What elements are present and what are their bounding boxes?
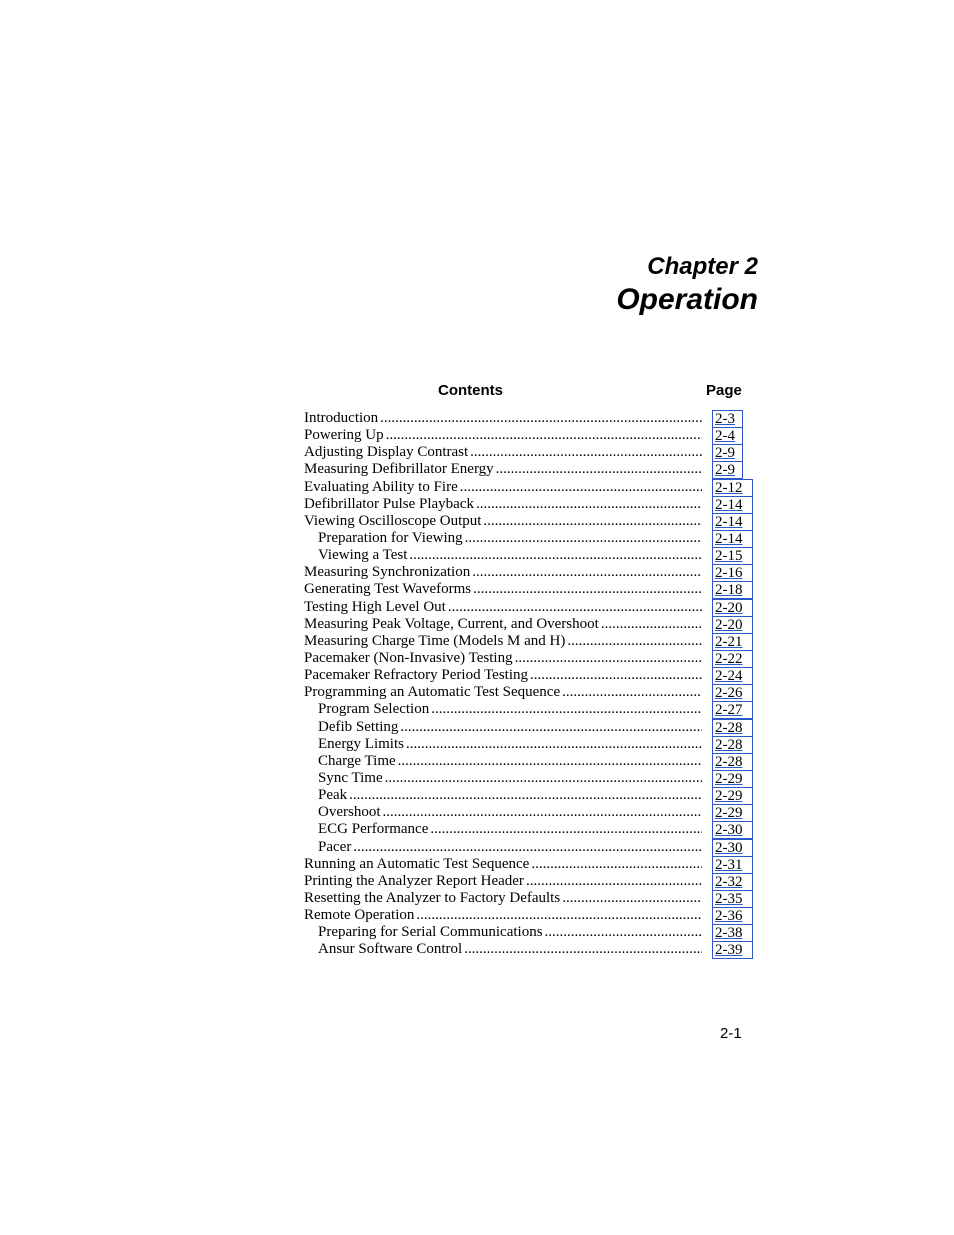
toc-entry [304,873,702,890]
dot-leader [380,410,702,427]
toc-page-link[interactable]: 2-36 [712,907,753,925]
toc-entry [304,599,702,616]
toc-page-link[interactable]: 2-21 [712,633,753,651]
toc-entry-label: Preparation for Viewing [318,529,463,546]
dot-leader [483,513,702,530]
toc-entry [318,753,702,770]
dot-leader [476,496,702,513]
toc-entry-label: Ansur Software Control [318,941,463,958]
toc-entry-label: Generating Test Waveforms [304,581,472,598]
toc-entry [304,616,702,633]
toc-entry [318,770,702,787]
toc-row [304,787,754,804]
toc-entry [304,461,702,478]
toc-entry-label: Sync Time [318,769,383,786]
toc-row [304,496,754,513]
toc-entry-label: Powering Up [304,427,384,444]
toc-entry [318,941,702,958]
toc-entry [304,907,702,924]
dot-leader [409,547,702,564]
toc-entry [318,787,702,804]
toc-entry [318,530,702,547]
footer-page-number: 2-1 [720,1025,742,1042]
dot-leader [562,684,702,701]
dot-leader [473,581,702,598]
toc-row [304,856,754,873]
toc-entry [304,496,702,513]
dot-leader [470,444,702,461]
dot-leader [496,461,702,478]
toc-entry [304,444,702,461]
dot-leader [460,479,702,496]
toc-page-link[interactable]: 2-38 [712,924,753,942]
dot-leader [530,667,702,684]
dot-leader [515,650,702,667]
page-column-header: Page [706,382,742,399]
toc-entry-label: Defibrillator Pulse Playback [304,495,474,512]
toc-page-link[interactable]: 2-39 [712,941,753,959]
toc-entry-label: Measuring Synchronization [304,564,471,581]
toc-entry [304,650,702,667]
toc-entry [318,924,702,941]
dot-leader [353,839,702,856]
chapter-number: Chapter 2 [647,253,758,280]
toc-row [304,907,754,924]
toc-page-link[interactable]: 2-3 [712,410,743,428]
toc-row [304,701,754,718]
dot-leader [448,599,702,616]
dot-leader [531,856,702,873]
toc-entry [304,581,702,598]
toc-page-link[interactable]: 2-29 [712,787,753,805]
dot-leader [400,719,702,736]
toc-row [304,753,754,770]
toc-entry [318,547,702,564]
toc-page-link[interactable]: 2-28 [712,736,753,754]
toc-row [304,873,754,890]
toc-entry-label: Remote Operation [304,907,415,924]
toc-entry [304,427,702,444]
toc-row [304,513,754,530]
toc-entry [318,719,702,736]
toc-page-link[interactable]: 2-14 [712,530,753,548]
toc-row [304,924,754,941]
toc-entry-label: Running an Automatic Test Sequence [304,855,530,872]
toc-entry-label: Adjusting Display Contrast [304,444,469,461]
toc-page-link[interactable]: 2-30 [712,821,753,839]
toc-row [304,667,754,684]
toc-row [304,581,754,598]
toc-entry [304,564,702,581]
dot-leader [526,873,702,890]
dot-leader [398,753,702,770]
toc-entry [318,821,702,838]
dot-leader [465,530,702,547]
dot-leader [562,890,702,907]
toc-page-link[interactable]: 2-14 [712,496,753,514]
toc-page-link[interactable]: 2-18 [712,581,753,599]
contents-header: Contents [438,382,503,399]
toc-entry [304,633,702,650]
toc-entry-label: Viewing a Test [318,547,408,564]
table-of-contents [304,410,754,959]
toc-entry-label: Measuring Peak Voltage, Current, and Overshoot [304,615,599,632]
toc-row [304,616,754,633]
toc-entry-label: Peak [318,787,348,804]
toc-page-link[interactable]: 2-15 [712,547,753,565]
toc-row [304,564,754,581]
toc-row [304,633,754,650]
dot-leader [464,941,702,958]
toc-page-link[interactable]: 2-32 [712,873,753,891]
toc-entry-label: Resetting the Analyzer to Factory Defaults [304,889,561,906]
toc-row [304,461,754,478]
toc-entry-label: Pacemaker (Non-Invasive) Testing [304,649,513,666]
toc-row [304,736,754,753]
dot-leader [430,821,702,838]
toc-entry-label: Viewing Oscilloscope Output [304,512,482,529]
toc-row [304,941,754,958]
toc-page-link[interactable]: 2-14 [712,513,753,531]
toc-page-link[interactable]: 2-9 [712,461,743,479]
toc-page-link[interactable]: 2-20 [712,616,753,634]
toc-row [304,530,754,547]
toc-row [304,821,754,838]
dot-leader [386,427,702,444]
toc-page-link[interactable]: 2-24 [712,667,753,685]
dot-leader [406,736,702,753]
toc-entry-label: Printing the Analyzer Report Header [304,872,524,889]
toc-row [304,719,754,736]
dot-leader [416,907,702,924]
toc-row [304,479,754,496]
toc-entry-label: Preparing for Serial Communications [318,924,543,941]
toc-entry-label: Energy Limits [318,735,404,752]
toc-page-link[interactable]: 2-26 [712,684,753,702]
dot-leader [385,770,702,787]
toc-page-link[interactable]: 2-4 [712,427,743,445]
toc-page-link[interactable]: 2-12 [712,479,753,497]
toc-entry-label: Measuring Charge Time (Models M and H) [304,632,566,649]
toc-entry [318,804,702,821]
toc-entry-label: Program Selection [318,701,430,718]
toc-entry-label: ECG Performance [318,821,429,838]
chapter-title: Operation [616,283,758,316]
toc-page-link[interactable]: 2-35 [712,890,753,908]
toc-entry-label: Defib Setting [318,718,399,735]
toc-entry-label: Evaluating Ability to Fire [304,478,458,495]
toc-entry-label: Programming an Automatic Test Sequence [304,684,561,701]
toc-entry [304,667,702,684]
toc-entry [318,736,702,753]
toc-page-link[interactable]: 2-29 [712,770,753,788]
toc-row [304,599,754,616]
toc-entry [304,410,702,427]
toc-page-link[interactable]: 2-28 [712,719,753,737]
toc-row [304,547,754,564]
toc-page-link[interactable]: 2-30 [712,839,753,857]
dot-leader [431,701,702,718]
toc-row [304,890,754,907]
dot-leader [567,633,702,650]
toc-entry [304,479,702,496]
toc-entry [304,513,702,530]
toc-entry-label: Charge Time [318,752,396,769]
toc-entry [318,839,702,856]
toc-row [304,427,754,444]
toc-entry-label: Introduction [304,410,379,426]
toc-row [304,684,754,701]
toc-row [304,410,754,427]
toc-page-link[interactable]: 2-9 [712,444,743,462]
dot-leader [349,787,702,804]
toc-entry [304,856,702,873]
dot-leader [545,924,702,941]
toc-row [304,444,754,461]
toc-entry-label: Pacer [318,838,352,855]
toc-page-link[interactable]: 2-31 [712,856,753,874]
toc-page-link[interactable]: 2-28 [712,753,753,771]
toc-page-link[interactable]: 2-29 [712,804,753,822]
toc-page-link[interactable]: 2-27 [712,701,753,719]
toc-entry-label: Pacemaker Refractory Period Testing [304,667,529,684]
toc-page-link[interactable]: 2-16 [712,564,753,582]
dot-leader [383,804,703,821]
toc-entry [304,890,702,907]
dot-leader [472,564,702,581]
toc-entry-label: Testing High Level Out [304,598,446,615]
toc-row [304,804,754,821]
toc-row [304,839,754,856]
toc-page-link[interactable]: 2-22 [712,650,753,668]
dot-leader [601,616,702,633]
toc-page-link[interactable]: 2-20 [712,599,753,617]
toc-row [304,770,754,787]
toc-entry-label: Overshoot [318,804,381,821]
toc-entry [304,684,702,701]
toc-entry-label: Measuring Defibrillator Energy [304,461,494,478]
toc-entry [318,701,702,718]
toc-row [304,650,754,667]
